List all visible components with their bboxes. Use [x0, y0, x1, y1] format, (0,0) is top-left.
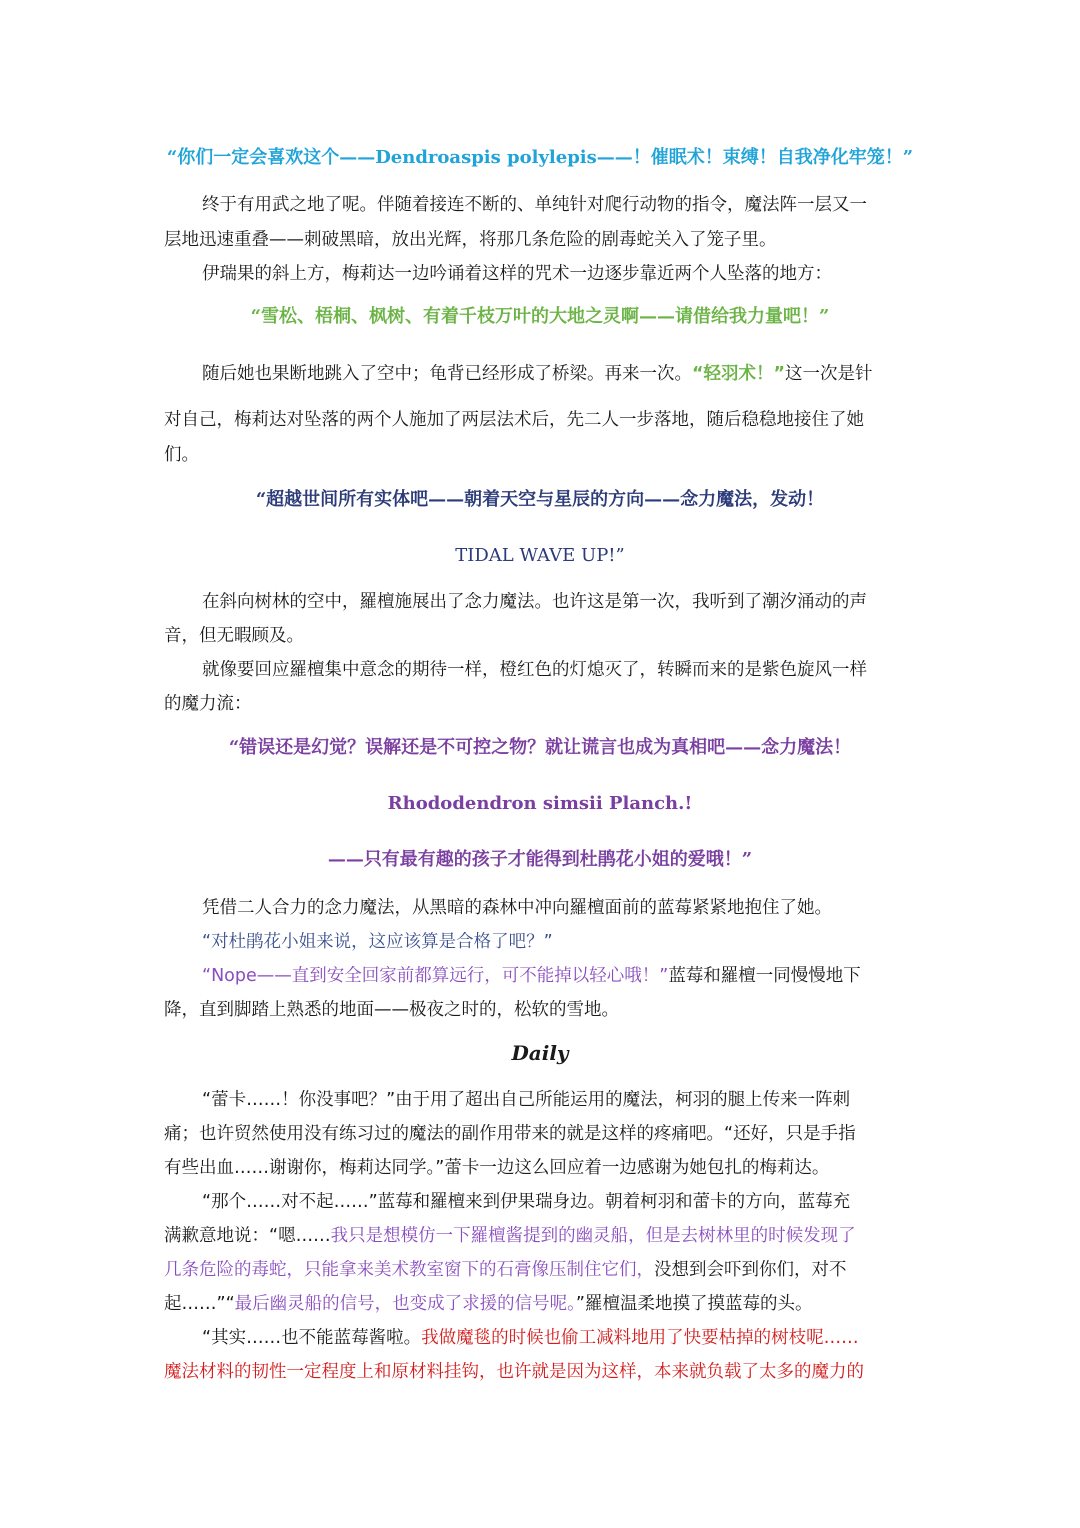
paragraph-line: 音，但无暇顾及。 [164, 626, 304, 646]
narration-text: ”羅檀温柔地摸了摸蓝莓的头。 [575, 1294, 813, 1314]
paragraph-line [164, 1258, 924, 1282]
paragraph-line: 层地迅速重叠——刺破黑暗，放出光辉，将那几条危险的剧毒蛇关入了笼子里。 [164, 230, 777, 250]
dialogue-line: “对杜鹃花小姐来说，这应该算是合格了吧？” [202, 932, 553, 952]
spell-chant-rhododendron: Rhododendron simsii Planch.! [387, 793, 693, 814]
paragraph-line: 凭借二人合力的念力魔法，从黑暗的森林中冲向羅檀面前的蓝莓紧紧地抱住了她。 [202, 898, 832, 918]
narration-text: 没想到会吓到你们，对不 [654, 1260, 847, 1280]
paragraph-line: “蕾卡……！你没事吧？”由于用了超出自己所能运用的魔法，柯羽的腿上传来一阵刺 [202, 1090, 851, 1110]
paragraph-line: 对自己，梅莉达对坠落的两个人施加了两层法术后，先二人一步落地，随后稳稳地接住了她 [164, 410, 864, 430]
paragraph-line: 有些出血……谢谢你，梅莉达同学。”蕾卡一边这么回应着一边感谢为她包扎的梅莉达。 [164, 1158, 830, 1178]
narration-text: 起……”“ [164, 1294, 235, 1314]
spell-chant-illusion: “错误还是幻觉？误解还是不可控之物？就让谎言也成为真相吧——念力魔法！ [228, 737, 852, 758]
narration-text: 满歉意地说：“嗯…… [164, 1226, 331, 1246]
dialogue-text: 最后幽灵船的信号，也变成了求援的信号呢。 [234, 1294, 576, 1314]
spell-chant-dendroaspis: “你们一定会喜欢这个——Dendroaspis polylepis——！催眠术！束缚！自我净化牢笼！” [166, 147, 914, 168]
narration-text: “其实……也不能蓝莓酱啦。 [202, 1328, 422, 1348]
spell-chant-telekinesis: “超越世间所有实体吧——朝着天空与星辰的方向——念力魔法，发动！ [255, 489, 825, 510]
paragraph-line [202, 964, 924, 988]
paragraph-line: “那个……对不起……”蓝莓和羅檀来到伊果瑞身边。朝着柯羽和蕾卡的方向，蓝莓充 [202, 1192, 851, 1212]
dialogue-line: 魔法材料的韧性一定程度上和原材料挂钩，也许就是因为这样，本来就负载了太多的魔力的 [164, 1362, 864, 1382]
paragraph-line [202, 362, 924, 386]
paragraph-line: 们。 [164, 445, 199, 465]
narration-text: 蓝莓和羅檀一同慢慢地下 [668, 966, 861, 986]
paragraph-line: 的魔力流： [164, 694, 252, 714]
dialogue-text: 几条危险的毒蛇，只能拿来美术教室窗下的石膏像压制住它们， [164, 1260, 654, 1280]
paragraph-line [164, 1224, 924, 1248]
dialogue-text: 我只是想模仿一下羅檀酱提到的幽灵船，但是去树林里的时候发现了 [330, 1226, 856, 1246]
narration-text: 这一次是针 [785, 364, 873, 384]
paragraph-line: 就像要回应羅檀集中意念的期待一样，橙红色的灯熄灭了，转瞬而来的是紫色旋风一样 [202, 660, 867, 680]
paragraph-line [164, 1292, 924, 1316]
paragraph-line: 痛；也许贸然使用没有练习过的魔法的副作用带来的就是这样的疼痛吧。“还好，只是手指 [164, 1124, 856, 1144]
paragraph-line [202, 1326, 924, 1350]
spell-chant-azalea: ——只有最有趣的孩子才能得到杜鹃花小姐的爱哦！” [327, 849, 753, 870]
section-heading: Daily [511, 1041, 569, 1065]
spell-feather-text: “轻羽术！” [692, 364, 786, 384]
paragraph-line: 降，直到脚踏上熟悉的地面——极夜之时的，松软的雪地。 [164, 1000, 619, 1020]
dialogue-text: “Nope——直到安全回家前都算远行，可不能掉以轻心哦！” [202, 966, 669, 986]
spell-chant-earth-spirit: “雪松、梧桐、枫树、有着千枝万叶的大地之灵啊——请借给我力量吧！” [250, 306, 830, 327]
paragraph-line: 终于有用武之地了呢。伴随着接连不断的、单纯针对爬行动物的指令，魔法阵一层又一 [202, 195, 867, 215]
narration-text: 随后她也果断地跳入了空中；龟背已经形成了桥梁。再来一次。 [202, 364, 692, 384]
spell-chant-tidal-wave: TIDAL WAVE UP!” [455, 545, 625, 566]
dialogue-text: 我做魔毯的时候也偷工减料地用了快要枯掉的树枝呢…… [421, 1328, 859, 1348]
paragraph-line: 在斜向树林的空中，羅檀施展出了念力魔法。也许这是第一次，我听到了潮汐涌动的声 [202, 592, 867, 612]
paragraph-line: 伊瑞果的斜上方，梅莉达一边吟诵着这样的咒术一边逐步靠近两个人坠落的地方： [202, 264, 832, 284]
